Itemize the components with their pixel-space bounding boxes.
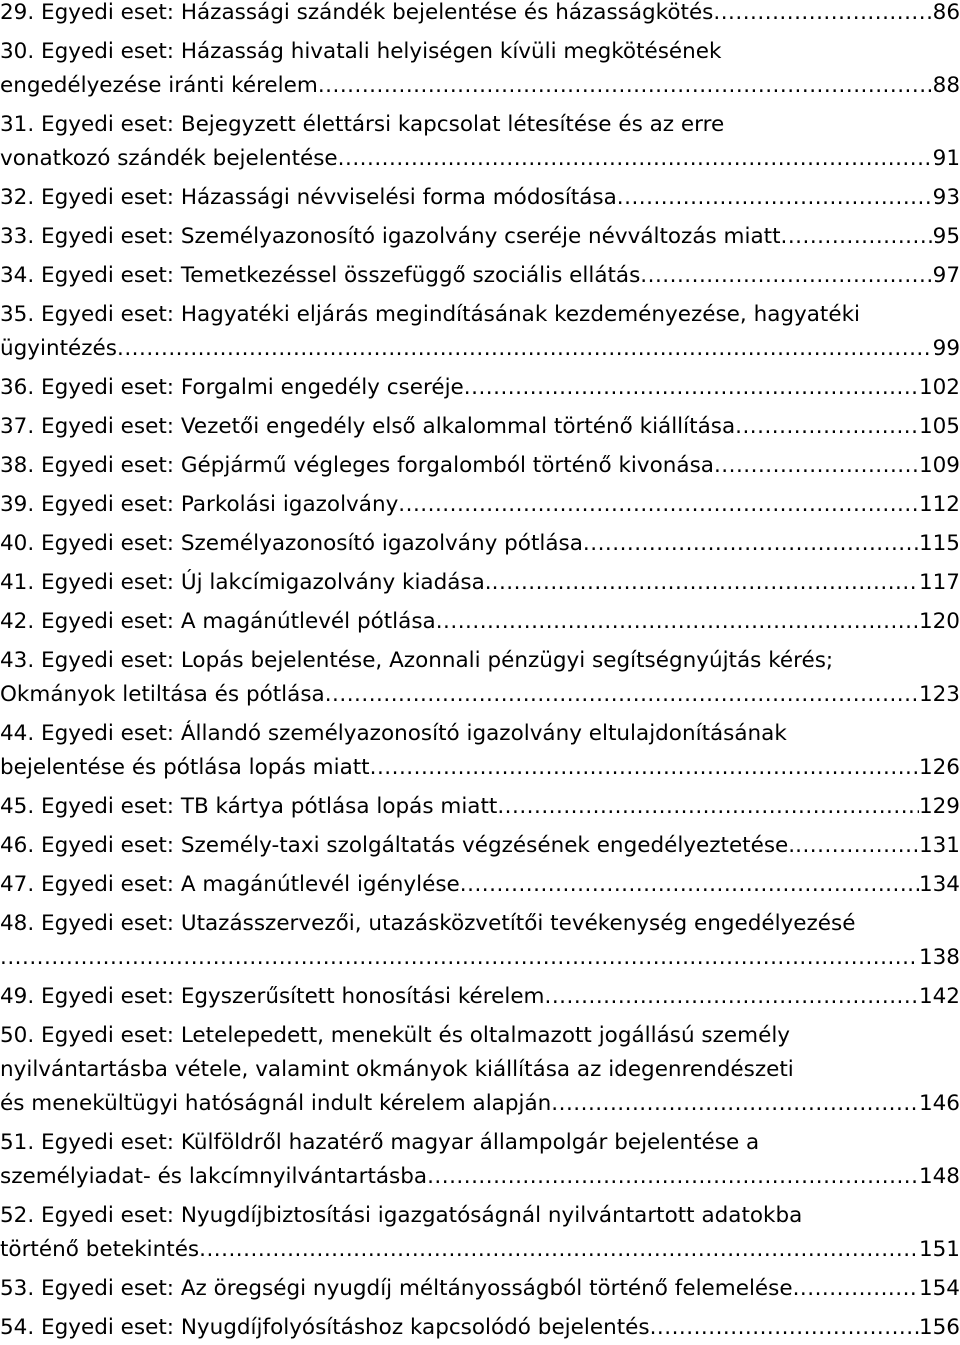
toc-page-number: 138	[918, 945, 960, 970]
toc-entry-title: 43. Egyedi eset: Lopás bejelentése, Azonnali pénzügyi segítségnyújtás kérés;	[0, 648, 834, 673]
toc-entry[interactable]	[0, 449, 960, 483]
toc-entry-line	[0, 717, 960, 751]
toc-entry-last-line	[0, 332, 960, 366]
toc-entry-line	[0, 907, 960, 941]
toc-entry-last-line	[0, 1087, 960, 1121]
toc-entry[interactable]	[0, 35, 960, 103]
toc-dot-leader	[199, 1233, 919, 1267]
toc-entry-last-line	[0, 0, 960, 30]
toc-page-number: 123	[918, 682, 960, 707]
toc-page-number: 156	[918, 1315, 960, 1340]
toc-entry-title: 30. Egyedi eset: Házasság hivatali helyiségen kívüli megkötésének	[0, 39, 722, 64]
toc-dot-leader	[617, 181, 933, 215]
toc-dot-leader	[714, 449, 919, 483]
toc-page-number: 146	[918, 1091, 960, 1116]
toc-entry[interactable]	[0, 907, 960, 975]
toc-page-number: 151	[918, 1237, 960, 1262]
toc-dot-leader	[0, 941, 919, 975]
toc-entry-last-line	[0, 142, 960, 176]
toc-dot-leader	[793, 1272, 919, 1306]
toc-entry[interactable]	[0, 868, 960, 902]
toc-entry[interactable]	[0, 371, 960, 405]
toc-dot-leader	[545, 980, 919, 1014]
toc-entry-last-line	[0, 69, 960, 103]
toc-dot-leader	[640, 259, 932, 293]
toc-entry-last-line	[0, 751, 960, 785]
toc-entry-title: ügyintézés	[0, 336, 117, 361]
toc-entry[interactable]	[0, 829, 960, 863]
toc-entry-title: 37. Egyedi eset: Vezetői engedély első alkalommal történő kiállítása	[0, 414, 736, 439]
toc-entry-line	[0, 298, 960, 332]
toc-entry-title: 34. Egyedi eset: Temetkezéssel összefüggő szociális ellátás	[0, 263, 641, 288]
toc-entry-last-line	[0, 259, 960, 293]
toc-entry-title: 52. Egyedi eset: Nyugdíjbiztosítási igazgatóságnál nyilvántartott adatokba	[0, 1203, 803, 1228]
toc-entry[interactable]	[0, 259, 960, 293]
toc-dot-leader	[370, 751, 919, 785]
toc-page-number: 99	[932, 336, 960, 361]
toc-dot-leader	[781, 220, 933, 254]
toc-entry-last-line	[0, 449, 960, 483]
toc-entry-title: bejelentése és pótlása lopás miatt	[0, 755, 370, 780]
toc-page-number: 102	[918, 375, 960, 400]
toc-dot-leader	[464, 371, 919, 405]
toc-entry-last-line	[0, 678, 960, 712]
toc-entry[interactable]	[0, 1199, 960, 1267]
toc-page-number: 86	[932, 0, 960, 25]
toc-entry-line	[0, 1199, 960, 1233]
toc-entry-title: 41. Egyedi eset: Új lakcímigazolvány kiadása.	[0, 570, 492, 595]
toc-entry[interactable]	[0, 298, 960, 366]
toc-dot-leader	[795, 829, 919, 863]
toc-entry-last-line	[0, 566, 960, 600]
toc-entry[interactable]	[0, 1019, 960, 1121]
toc-dot-leader	[650, 1311, 919, 1345]
toc-entry-title: 35. Egyedi eset: Hagyatéki eljárás megindításának kezdeményezése, hagyatéki	[0, 302, 860, 327]
toc-entry-title: történő betekintés	[0, 1237, 200, 1262]
toc-dot-leader	[492, 566, 919, 600]
toc-entry-last-line	[0, 980, 960, 1014]
toc-entry-title: 39. Egyedi eset: Parkolási igazolvány	[0, 492, 399, 517]
toc-entry-title: 40. Egyedi eset: Személyazonosító igazolvány pótlása	[0, 531, 583, 556]
toc-entry-title: 46. Egyedi eset: Személy-taxi szolgáltatás végzésének engedélyeztetése.	[0, 833, 796, 858]
toc-dot-leader	[713, 0, 932, 30]
toc-entry-title: 44. Egyedi eset: Állandó személyazonosító igazolvány eltulajdonításának	[0, 721, 787, 746]
toc-entry-line	[0, 1019, 960, 1053]
toc-dot-leader	[398, 488, 919, 522]
toc-page-number: 131	[918, 833, 960, 858]
toc-page-number: 120	[918, 609, 960, 634]
toc-page-number: 112	[918, 492, 960, 517]
toc-entry[interactable]	[0, 717, 960, 785]
toc-dot-leader	[460, 868, 919, 902]
toc-entry-title: 50. Egyedi eset: Letelepedett, menekült és oltalmazott jogállású személy	[0, 1023, 791, 1048]
toc-entry-line	[0, 108, 960, 142]
toc-page-number: 97	[932, 263, 960, 288]
toc-entry[interactable]	[0, 488, 960, 522]
toc-entry-last-line	[0, 1233, 960, 1267]
toc-entry[interactable]	[0, 1272, 960, 1306]
toc-dot-leader	[318, 69, 933, 103]
toc-entry[interactable]	[0, 0, 960, 30]
toc-entry-title: 29. Egyedi eset: Házassági szándék bejelentése és házasságkötés	[0, 0, 714, 25]
toc-entry-line	[0, 1053, 960, 1087]
toc-page-number: 117	[918, 570, 960, 595]
toc-entry-title: 33. Egyedi eset: Személyazonosító igazolvány cseréje névváltozás miatt	[0, 224, 781, 249]
toc-entry[interactable]	[0, 605, 960, 639]
toc-page-number: 109	[918, 453, 960, 478]
toc-page-number: 148	[918, 1164, 960, 1189]
toc-entry-last-line	[0, 1160, 960, 1194]
toc-entry[interactable]	[0, 108, 960, 176]
toc-entry-line	[0, 35, 960, 69]
toc-entry-last-line	[0, 220, 960, 254]
toc-entry-title: 32. Egyedi eset: Házassági névviselési forma módosítása	[0, 185, 617, 210]
toc-page-number: 115	[918, 531, 960, 556]
toc-entry-last-line	[0, 605, 960, 639]
toc-entry[interactable]	[0, 980, 960, 1014]
toc-entry-title: 42. Egyedi eset: A magánútlevél pótlása	[0, 609, 436, 634]
toc-page-number: 91	[932, 146, 960, 171]
toc-page-number: 134	[918, 872, 960, 897]
toc-entry-title: 36. Egyedi eset: Forgalmi engedély cseréje	[0, 375, 464, 400]
toc-entry-last-line	[0, 527, 960, 561]
toc-entry[interactable]	[0, 1126, 960, 1194]
toc-entry-last-line	[0, 488, 960, 522]
toc-entry-last-line	[0, 829, 960, 863]
toc-entry-title: 47. Egyedi eset: A magánútlevél igénylése	[0, 872, 460, 897]
toc-dot-leader	[325, 678, 919, 712]
toc-dot-leader	[551, 1087, 919, 1121]
toc-page-number: 154	[918, 1276, 960, 1301]
toc-entry[interactable]	[0, 220, 960, 254]
toc-entry-last-line	[0, 181, 960, 215]
toc-dot-leader	[735, 410, 919, 444]
toc-page-number: 129	[918, 794, 960, 819]
toc-entry-last-line	[0, 941, 960, 975]
toc-dot-leader	[436, 605, 919, 639]
toc-entry-title: nyilvántartásba vétele, valamint okmányok kiállítása az idegenrendészeti	[0, 1057, 794, 1082]
toc-entry-last-line	[0, 868, 960, 902]
toc-page-number: 105	[918, 414, 960, 439]
toc-entry[interactable]	[0, 566, 960, 600]
toc-entry[interactable]	[0, 1311, 960, 1345]
toc-dot-leader	[117, 332, 933, 366]
toc-entry[interactable]	[0, 644, 960, 712]
toc-dot-leader	[583, 527, 919, 561]
toc-entry-title: 31. Egyedi eset: Bejegyzett élettársi kapcsolat létesítése és az erre	[0, 112, 725, 137]
toc-entry-line	[0, 1126, 960, 1160]
toc-page-number: 88	[932, 73, 960, 98]
toc-dot-leader	[497, 790, 919, 824]
toc-page-number: 126	[918, 755, 960, 780]
toc-page-number: 95	[932, 224, 960, 249]
toc-entry-last-line	[0, 371, 960, 405]
toc-entry-title: Okmányok letiltása és pótlása	[0, 682, 325, 707]
toc-entry-title: vonatkozó szándék bejelentése	[0, 146, 338, 171]
toc-entry-last-line	[0, 1272, 960, 1306]
toc-entry[interactable]	[0, 527, 960, 561]
toc-entry-title: 53. Egyedi eset: Az öregségi nyugdíj méltányosságból történő felemelése	[0, 1276, 793, 1301]
toc-entry-last-line	[0, 790, 960, 824]
toc-entry-title: és menekültügyi hatóságnál indult kérelem alapján	[0, 1091, 552, 1116]
toc-entry-title: 45. Egyedi eset: TB kártya pótlása lopás miatt	[0, 794, 498, 819]
toc-entry[interactable]	[0, 410, 960, 444]
toc-entry-title: 48. Egyedi eset: Utazásszervezői, utazásközvetítői tevékenység engedélyezésé	[0, 911, 856, 936]
toc-dot-leader	[338, 142, 933, 176]
toc-dot-leader	[427, 1160, 919, 1194]
toc-entry-title: engedélyezése iránti kérelem	[0, 73, 318, 98]
toc-entry-title: 51. Egyedi eset: Külföldről hazatérő magyar állampolgár bejelentése a	[0, 1130, 760, 1155]
toc-entry[interactable]	[0, 181, 960, 215]
toc-entry-title: 38. Egyedi eset: Gépjármű végleges forgalomból történő kivonása	[0, 453, 714, 478]
toc-entry-last-line	[0, 410, 960, 444]
toc-page-number: 142	[918, 984, 960, 1009]
toc-entry-line	[0, 644, 960, 678]
toc-entry-last-line	[0, 1311, 960, 1345]
toc-entry-title: személyiadat- és lakcímnyilvántartásba	[0, 1164, 428, 1189]
toc-entry-title: 54. Egyedi eset: Nyugdíjfolyósításhoz kapcsolódó bejelentés	[0, 1315, 650, 1340]
toc-page-number: 93	[932, 185, 960, 210]
toc-entry-title: 49. Egyedi eset: Egyszerűsített honosítási kérelem	[0, 984, 545, 1009]
toc-entry[interactable]	[0, 790, 960, 824]
